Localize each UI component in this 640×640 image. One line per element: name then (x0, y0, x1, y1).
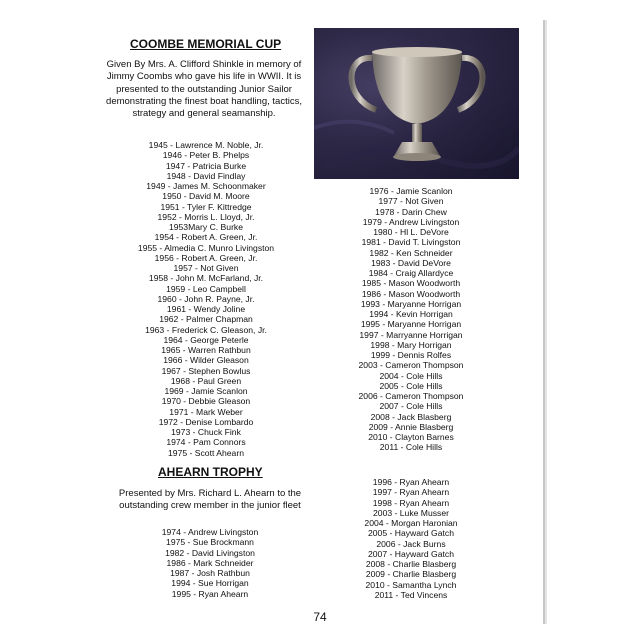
winner-entry: 1999 - Dennis Rolfes (370, 350, 452, 360)
coombe-description: Given By Mrs. A. Clifford Shinkle in memory of Jimmy Coombs who gave his life in WWII. It is presented to the outstanding Junior Sailor demonstrating the finest boat handling, tactics, strategy and general seamanship. (106, 59, 302, 120)
winner-entry: 2007 - Hayward Gatch (368, 548, 454, 559)
winner-entry: 2006 - Cameron Thompson (358, 391, 464, 401)
winner-entry: 2011 - Ted Vincens (374, 589, 448, 600)
winner-entry: 1951 - Tyler F. Kittredge (160, 201, 252, 212)
winner-entry: 1997 - Marryanne Horrigan (359, 329, 463, 340)
page-number: 74 (313, 610, 327, 624)
winner-entry: 1979 - Andrew Livingston (362, 216, 460, 227)
winner-entry: 2005 - Cole Hills (379, 380, 443, 391)
winner-entry: 1963 - Frederick C. Gleason, Jr. (145, 324, 267, 335)
winner-entry: 1961 - Wendy Joline (166, 304, 246, 314)
winner-entry: 1985 - Mason Woodworth (361, 278, 461, 289)
winner-entry: 1946 - Peter B. Phelps (162, 150, 250, 161)
winner-entry: 2004 - Cole Hills (379, 370, 443, 381)
winner-entry: 1980 - Hl L. DeVore (373, 227, 449, 237)
winner-entry: 1974 - Pam Connors (166, 437, 246, 448)
winner-entry: 1953Mary C. Burke (168, 222, 244, 232)
winner-entry: 1945 - Lawrence M. Noble, Jr. (148, 140, 264, 150)
winner-entry: 1976 - Jamie Scanlon (369, 186, 453, 196)
winner-entry: 1978 - Darin Chew (375, 206, 447, 217)
winner-entry: 1993 - Maryanne Horrigan (360, 298, 462, 309)
ahearn-winners-left (110, 527, 310, 599)
winner-entry: 1962 - Palmer Chapman (159, 314, 253, 325)
winner-entry: 1960 - John R. Payne, Jr. (157, 293, 255, 304)
winner-entry: 1981 - David T. Livingston (361, 237, 461, 248)
winner-entry: 1958 - John M. McFarland, Jr. (148, 273, 264, 284)
coombe-title: COOMBE MEMORIAL CUP (130, 37, 282, 51)
winner-entry: 1984 - Craig Allardyce (368, 268, 454, 278)
winner-entry: 1973 - Chuck Fink (171, 427, 241, 437)
ahearn-title: AHEARN TROPHY (158, 465, 263, 479)
winner-entry: 1967 - Stephen Bowlus (161, 365, 251, 376)
winner-entry: 1977 - Not Given (378, 196, 444, 207)
winner-entry: 1974 - Andrew Livingston (161, 527, 259, 537)
winner-entry: 1982 - Ken Schneider (369, 247, 453, 258)
winner-entry: 2008 - Charlie Blasberg (365, 559, 457, 569)
coombe-winners-right (326, 186, 496, 453)
winner-entry: 1959 - Leo Campbell (166, 283, 246, 294)
winner-entry: 1954 - Robert A. Green, Jr. (154, 232, 258, 243)
winner-entry: 2005 - Hayward Gatch (368, 528, 454, 539)
ahearn-description: Presented by Mrs. Richard L. Ahearn to the outstanding crew member in the junior fleet (118, 488, 302, 512)
winner-entry: 1998 - Mary Horrigan (370, 339, 452, 350)
winner-entry: 1994 - Kevin Horrigan (369, 309, 453, 319)
winner-entry: 1975 - Sue Brockmann (166, 537, 254, 548)
winner-entry: 2007 - Cole Hills (379, 401, 443, 412)
winner-entry: 1956 - Robert A. Green, Jr. (154, 252, 258, 263)
winner-entry: 1994 - Sue Horrigan (171, 578, 249, 589)
trophy-cup-icon (314, 28, 519, 179)
winner-entry: 2003 - Cameron Thompson (358, 360, 464, 371)
winner-entry: 2009 - Charlie Blasberg (365, 569, 457, 580)
winner-entry: 1982 - David Livingston (165, 547, 255, 558)
winner-entry: 2004 - Morgan Haronian (364, 518, 458, 528)
winner-entry: 1947 - Patricia Burke (165, 160, 247, 171)
winner-entry: 1970 - Debbie Gleason (161, 396, 251, 407)
winner-entry: 1950 - David M. Moore (162, 191, 250, 202)
winner-entry: 1969 - Jamie Scanlon (164, 386, 248, 396)
winner-entry: 1957 - Not Given (173, 263, 239, 273)
winner-entry: 1964 - George Peterle (163, 334, 249, 345)
winner-entry: 1968 - Paul Green (170, 375, 242, 386)
ahearn-winners-right (326, 477, 496, 600)
winner-entry: 1987 - Josh Rathbun (170, 568, 250, 578)
winner-entry: 1975 - Scott Ahearn (168, 447, 244, 458)
winner-entry: 2008 - Jack Blasberg (370, 411, 452, 422)
winner-entry: 1998 - Ryan Ahearn (372, 497, 450, 508)
winner-entry: 2003 - Luke Musser (373, 507, 449, 518)
winner-entry: 1996 - Ryan Ahearn (372, 477, 450, 487)
winner-entry: 1948 - David Findlay (166, 170, 246, 181)
winner-entry: 1995 - Maryanne Horrigan (360, 319, 462, 330)
winner-entry: 1997 - Ryan Ahearn (372, 487, 450, 498)
winner-entry: 2011 - Cole Hills (379, 442, 443, 453)
winner-entry: 2009 - Annie Blasberg (368, 421, 454, 432)
winner-entry: 1952 - Morris L. Lloyd, Jr. (157, 211, 255, 222)
winner-entry: 1986 - Mark Schneider (166, 557, 254, 568)
trophy-photo (314, 28, 519, 179)
winner-entry: 2010 - Clayton Barnes (368, 432, 454, 442)
winner-entry: 1971 - Mark Weber (169, 406, 243, 417)
winner-entry: 2006 - Jack Burns (376, 538, 446, 549)
winner-entry: 1955 - Almedia C. Munro Livingston (137, 242, 275, 253)
coombe-winners-left (106, 140, 306, 458)
winner-entry: 1995 - Ryan Ahearn (171, 588, 249, 599)
winner-entry: 1949 - James M. Schoonmaker (146, 181, 266, 191)
winner-entry: 1986 - Mason Woodworth (361, 288, 461, 299)
winner-entry: 2010 - Samantha Lynch (365, 579, 457, 590)
winner-entry: 1966 - Wilder Gleason (163, 355, 249, 366)
winner-entry: 1965 - Warren Rathbun (161, 345, 251, 355)
winner-entry: 1972 - Denise Lombardo (158, 416, 254, 427)
winner-entry: 1983 - David DeVore (371, 257, 451, 268)
